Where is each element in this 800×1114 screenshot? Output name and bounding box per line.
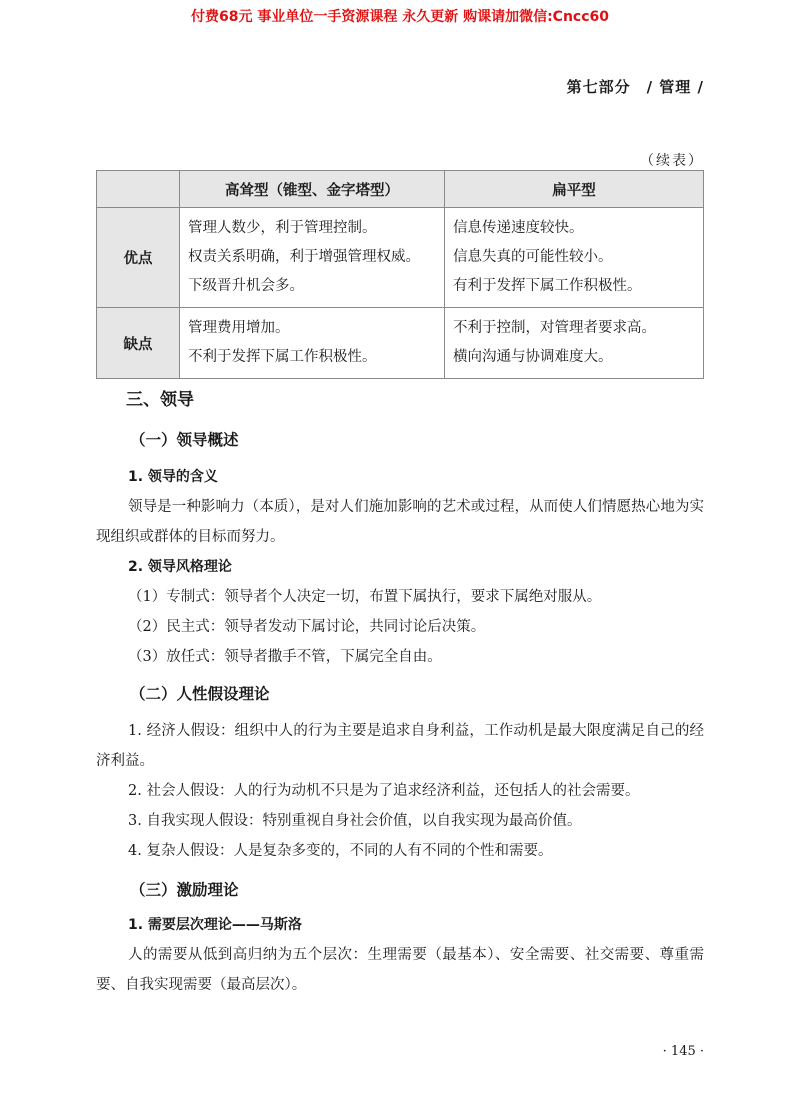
row-label-disadvantages: 缺点 xyxy=(97,308,180,379)
table-header-row xyxy=(97,171,704,208)
header-cell-tall: 高耸型（锥型、金字塔型） xyxy=(180,171,445,208)
subsection-title-human-nature: （二）人性假设理论 xyxy=(130,685,270,703)
table-row xyxy=(97,208,704,308)
cell-line: 有利于发挥下属工作积极性。 xyxy=(453,278,642,294)
comparison-table xyxy=(96,170,704,379)
watermark-banner: 付费68元 事业单位一手资源课程 永久更新 购课请加微信:Cncc60 xyxy=(190,9,610,25)
header-cell-flat: 扁平型 xyxy=(445,171,704,208)
table-continued-label: （续表） xyxy=(640,153,704,169)
cell-line: 下级晋升机会多。 xyxy=(188,278,304,294)
hypothesis-item: 3. 自我实现人假设：特别重视自身社会价值，以自我实现为最高价值。 xyxy=(128,813,582,829)
item-title-styles: 2. 领导风格理论 xyxy=(128,559,232,575)
cell-line: 横向沟通与协调难度大。 xyxy=(453,349,613,365)
subsection-title-motivation: （三）激励理论 xyxy=(130,881,239,899)
hypothesis-item: 1. 经济人假设：组织中人的行为主要是追求自身利益，工作动机是最大限度满足自己的经济利益。 xyxy=(96,723,704,769)
paragraph-hierarchy: 人的需要从低到高归纳为五个层次：生理需要（最基本）、安全需要、社交需要、尊重需要、自我实现需要（最高层次）。 xyxy=(96,947,704,993)
tall-disadvantages-cell xyxy=(180,308,445,379)
page-number: · 145 · xyxy=(662,1044,704,1059)
cell-line: 权责关系明确，利于增强管理权威。 xyxy=(188,249,420,265)
item-title-hierarchy: 1. 需要层次理论——马斯洛 xyxy=(128,917,302,933)
section-title-leadership: 三、领导 xyxy=(126,390,194,410)
cell-line: 不利于控制，对管理者要求高。 xyxy=(453,320,656,336)
cell-line: 信息传递速度较快。 xyxy=(453,220,584,236)
style-item: （2）民主式：领导者发动下属讨论，共同讨论后决策。 xyxy=(128,619,486,635)
item-title-definition: 1. 领导的含义 xyxy=(128,469,218,485)
header-cell-empty xyxy=(97,171,180,208)
cell-line: 信息失真的可能性较小。 xyxy=(453,249,613,265)
running-header: 第七部分 / 管理 / xyxy=(566,78,704,96)
style-item: （3）放任式：领导者撒手不管，下属完全自由。 xyxy=(128,649,442,665)
hypothesis-item: 2. 社会人假设：人的行为动机不只是为了追求经济利益，还包括人的社会需要。 xyxy=(128,783,640,799)
subsection-title-overview: （一）领导概述 xyxy=(130,431,239,449)
tall-advantages-cell xyxy=(180,208,445,308)
cell-line: 管理人数少，利于管理控制。 xyxy=(188,220,377,236)
flat-advantages-cell xyxy=(445,208,704,308)
hypothesis-item: 4. 复杂人假设：人是复杂多变的，不同的人有不同的个性和需要。 xyxy=(128,843,553,859)
flat-disadvantages-cell xyxy=(445,308,704,379)
style-item: （1）专制式：领导者个人决定一切，布置下属执行，要求下属绝对服从。 xyxy=(128,589,602,605)
cell-line: 不利于发挥下属工作积极性。 xyxy=(188,349,377,365)
table-row xyxy=(97,308,704,379)
body-content xyxy=(96,385,704,1000)
row-label-advantages: 优点 xyxy=(97,208,180,308)
paragraph-definition: 领导是一种影响力（本质），是对人们施加影响的艺术或过程，从而使人们情愿热心地为实现组织或群体的目标而努力。 xyxy=(96,499,704,545)
cell-line: 管理费用增加。 xyxy=(188,320,290,336)
